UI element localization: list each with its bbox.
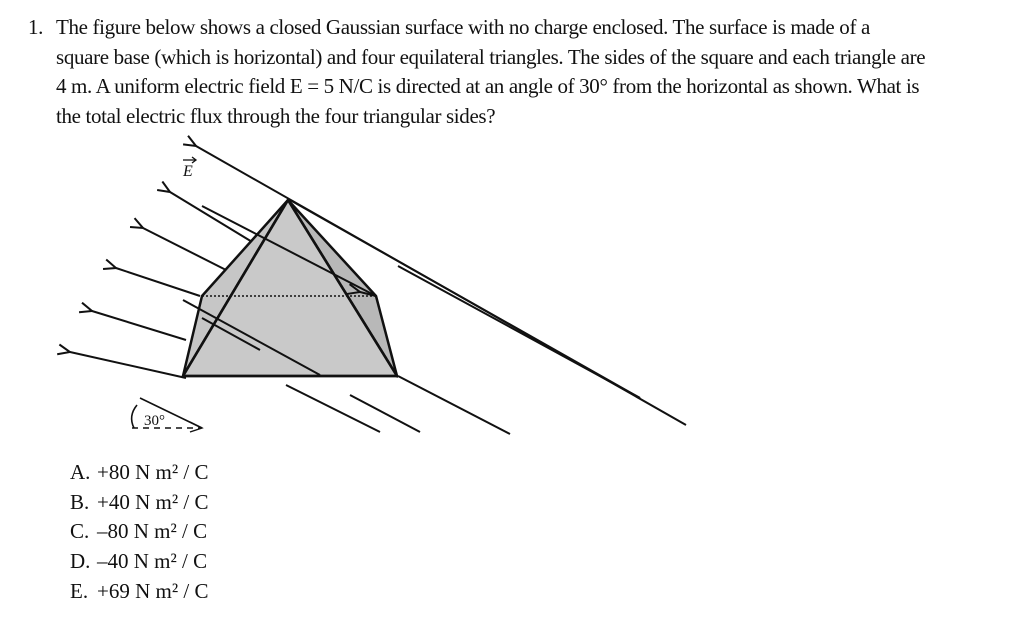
field-line-9	[350, 395, 420, 432]
choice-d[interactable]	[70, 547, 208, 577]
choice-text: –80 N m² / C	[97, 519, 208, 544]
choice-text: –40 N m² / C	[97, 549, 208, 574]
choice-letter: E.	[70, 578, 89, 603]
angle-indicator	[132, 398, 202, 432]
field-line-10	[286, 385, 380, 432]
question-number: 1.	[28, 15, 44, 39]
choice-letter: B.	[70, 489, 90, 514]
field-line-3	[143, 228, 230, 272]
choice-text: +40 N m² / C	[97, 489, 209, 514]
field-lines	[70, 146, 686, 434]
field-line-5	[92, 311, 186, 340]
field-line-8	[398, 376, 510, 434]
question-text: The figure below shows a closed Gaussian surface with no charge enclosed. The surface is made of a square base (which is horizontal) and four equilateral triangles. The sides of the square and each triangle are 4 m. A uniform electric field E = 5 N/C is directed at an angle of 30° from the horizontal as shown. What is the total electric flux through the four triangular sides?	[56, 15, 926, 128]
choice-text: +80 N m² / C	[97, 460, 209, 484]
choice-letter: D.	[70, 549, 91, 574]
field-label-text: E	[183, 163, 193, 180]
pyramid	[183, 200, 397, 376]
choice-letter: A.	[70, 460, 91, 484]
choice-e[interactable]	[70, 577, 208, 607]
field-line-6	[70, 352, 186, 378]
field-label	[182, 157, 196, 180]
choice-a[interactable]	[70, 458, 208, 488]
answer-choices	[70, 458, 208, 607]
field-line-4	[116, 268, 200, 296]
angle-arc	[132, 405, 137, 428]
choice-b[interactable]	[70, 488, 208, 518]
angle-label: 30°	[144, 413, 165, 429]
choice-text: +69 N m² / C	[97, 578, 209, 603]
choice-letter: C.	[70, 519, 90, 544]
choice-c[interactable]	[70, 517, 208, 547]
